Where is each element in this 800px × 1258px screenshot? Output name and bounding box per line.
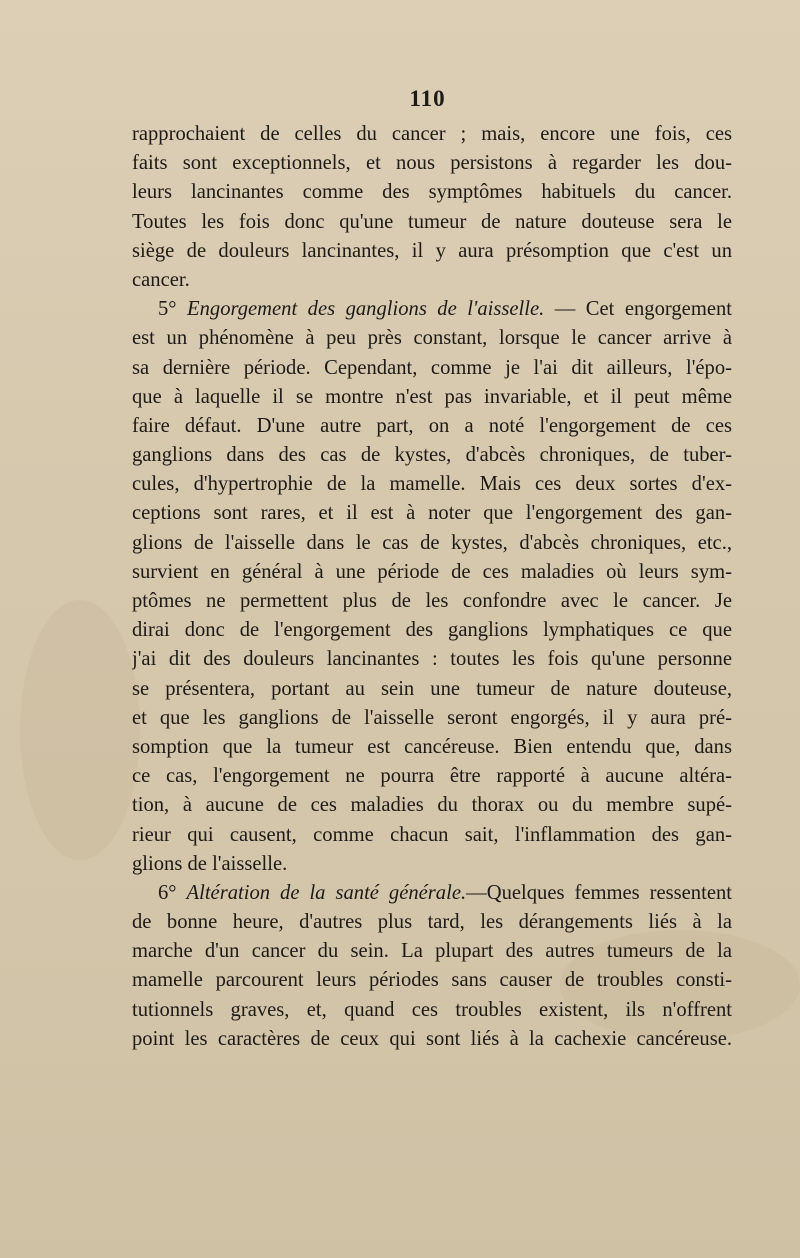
text-line: faits sont exceptionnels, et nous persistons à regarder les dou- <box>132 152 732 175</box>
text-line: survient en général à une période de ces maladies où leurs sym- <box>132 560 732 583</box>
text-line: que à laquelle il se montre n'est pas invariable, et il peut même <box>132 385 732 408</box>
text-line: cancer. <box>132 268 190 291</box>
text-line: tion, à aucune de ces maladies du thorax ou du membre supé- <box>132 794 732 817</box>
text-line: mamelle parcourent leurs périodes sans causer de troubles consti- <box>132 969 732 992</box>
text-line: j'ai dit des douleurs lancinantes : toutes les fois qu'une personne <box>132 648 732 671</box>
text-line: ceptions sont rares, et il est à noter que l'engorgement des gan- <box>132 502 732 525</box>
text-line: glions de l'aisselle. <box>132 852 288 875</box>
section-number: 6° <box>158 881 187 904</box>
text-line: et que les ganglions de l'aisselle seront engorgés, il y aura pré- <box>132 706 732 729</box>
section-heading: Altération de la santé générale. <box>186 881 467 904</box>
text-line: faire défaut. D'une autre part, on a noté l'engorgement de ces <box>132 414 732 437</box>
text-line: ganglions dans des cas de kystes, d'abcès chroniques, de tuber- <box>132 444 732 467</box>
text-line: point les caractères de ceux qui sont liés à la cachexie cancéreuse. <box>132 1027 732 1050</box>
text-line: ptômes ne permettent plus de les confondre avec le cancer. Je <box>132 590 732 612</box>
body-text <box>132 120 732 1054</box>
section-number: 5° <box>158 298 188 321</box>
section-heading-line: 5° Engorgement des ganglions de l'aisselle. — Cet engorgement <box>158 298 732 321</box>
text-line: cules, d'hypertrophie de la mamelle. Mais ces deux sortes d'ex- <box>132 473 732 496</box>
text-line: marche d'un cancer du sein. La plupart des autres tumeurs de la <box>132 940 732 963</box>
paper-stain <box>20 600 140 860</box>
section-heading-line: 6° Altération de la santé générale.—Quelques femmes ressentent <box>158 881 732 904</box>
text-line: somption que la tumeur est cancéreuse. Bien entendu que, dans <box>132 735 732 758</box>
text-line: Toutes les fois donc qu'une tumeur de nature douteuse sera le <box>132 210 732 233</box>
text-line: ce cas, l'engorgement ne pourra être rapporté à aucune altéra- <box>132 765 732 788</box>
text-line: est un phénomène à peu près constant, lorsque le cancer arrive à <box>132 327 732 350</box>
section-heading: Engorgement des ganglions de l'aisselle. <box>187 298 545 321</box>
text-line: rieur qui causent, comme chacun sait, l'inflammation des gan- <box>132 823 732 846</box>
text-line: de bonne heure, d'autres plus tard, les dérangements liés à la <box>132 911 732 934</box>
page-number: 110 <box>409 86 446 111</box>
text-line: se présentera, portant au sein une tumeur de nature douteuse, <box>132 677 732 700</box>
text-line: dirai donc de l'engorgement des ganglions lymphatiques ce que <box>132 619 732 642</box>
text-line: siège de douleurs lancinantes, il y aura présomption que c'est un <box>132 239 732 262</box>
text-line: tutionnels graves, et, quand ces troubles existent, ils n'offrent <box>132 998 732 1021</box>
text-line: leurs lancinantes comme des symptômes habituels du cancer. <box>132 181 732 204</box>
text-line: sa dernière période. Cependant, comme je l'ai dit ailleurs, l'épo- <box>132 356 732 379</box>
text-line: rapprochaient de celles du cancer ; mais, encore une fois, ces <box>132 123 732 145</box>
text-line: glions de l'aisselle dans le cas de kystes, d'abcès chroniques, etc., <box>132 531 732 554</box>
